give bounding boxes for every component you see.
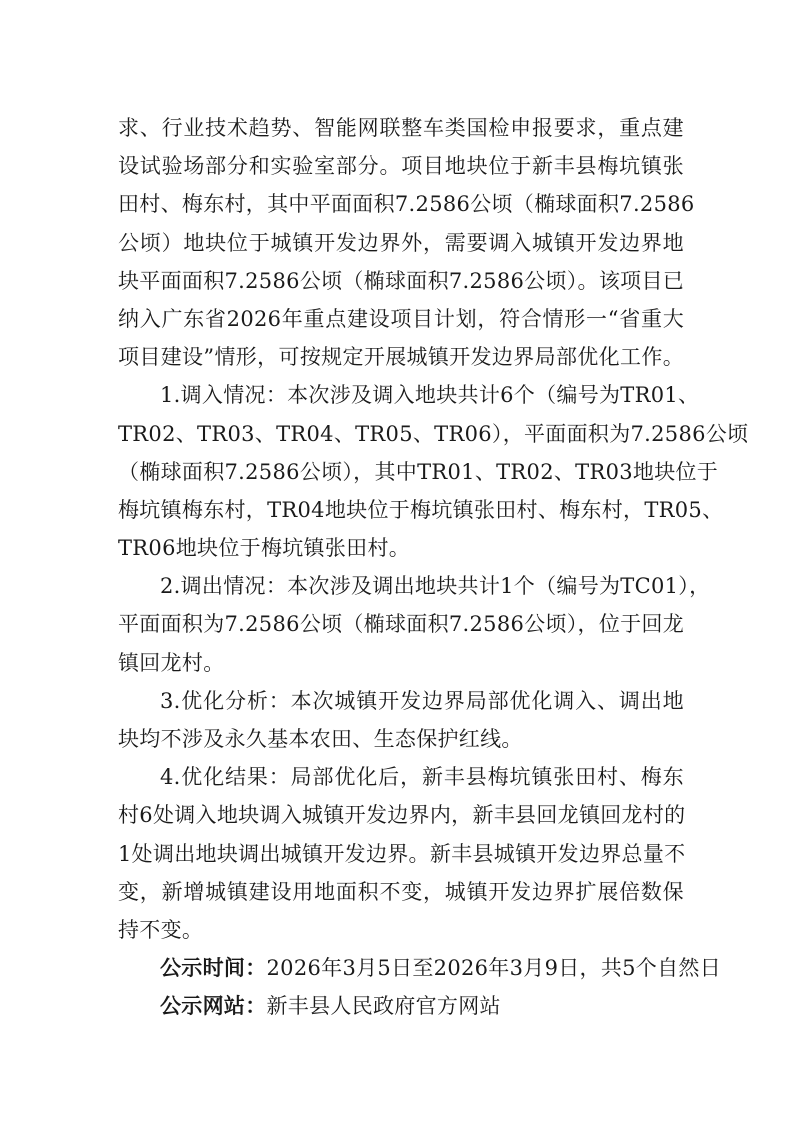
- text-line: 块均不涉及永久基本农田、生态保护红线。: [118, 727, 523, 751]
- section-transfer-out: [118, 567, 711, 682]
- notice-time: [118, 949, 721, 987]
- notice-time-value: 2026年3月5日至2026年3月9日，共5个自然日: [266, 956, 721, 981]
- section-optimization-analysis: [118, 682, 684, 758]
- text-line: 设试验场部分和实验室部分。项目地块位于新丰县梅坑镇张: [118, 154, 684, 179]
- text-line: （椭球面积7.2586公顷），其中TR01、TR02、TR03地块位于: [118, 459, 719, 484]
- text-line: 1处调出地块调出城镇开发边界。新丰县城镇开发边界总量不: [118, 841, 686, 866]
- intro-paragraph: [118, 109, 695, 376]
- section-optimization-result: [118, 758, 684, 949]
- notice-block: [118, 949, 721, 1025]
- text-line: 求、行业技术趋势、智能网联整车类国检申报要求，重点建: [118, 116, 684, 140]
- text-line: 平面面积为7.2586公顷（椭球面积7.2586公顷），位于回龙: [118, 612, 685, 637]
- text-line: 田村、梅东村，其中平面面积7.2586公顷（椭球面积7.2586: [118, 192, 695, 217]
- text-line: 3.优化分析：本次城镇开发边界局部优化调入、调出地: [160, 688, 684, 713]
- notice-site: [118, 987, 684, 1025]
- document-body: [118, 109, 749, 1026]
- notice-site-value: 新丰县人民政府官方网站: [266, 994, 501, 1019]
- text-line: TR06地块位于梅坑镇张田村。: [118, 536, 411, 561]
- text-line: 纳入广东省2026年重点建设项目计划，符合情形一“省重大: [118, 306, 684, 331]
- text-line: 持不变。: [118, 917, 204, 942]
- text-line: 梅坑镇梅东村，TR04地块位于梅坑镇张田村、梅东村，TR05、: [118, 497, 724, 522]
- text-line: 镇回龙村。: [118, 650, 225, 675]
- section-transfer-in: [118, 376, 749, 567]
- text-line: 项目建设”情形，可按规定开展城镇开发边界局部优化工作。: [118, 345, 684, 370]
- text-line: 4.优化结果：局部优化后，新丰县梅坑镇张田村、梅东: [160, 765, 684, 790]
- notice-time-label: 公示时间：: [160, 955, 267, 981]
- text-line: 村6处调入地块调入城镇开发边界内，新丰县回龙镇回龙村的: [118, 803, 686, 828]
- text-line: 变，新增城镇建设用地面积不变，城镇开发边界扩展倍数保: [118, 879, 684, 904]
- text-line: 块平面面积7.2586公顷（椭球面积7.2586公顷）。该项目已: [118, 268, 685, 293]
- text-line: TR02、TR03、TR04、TR05、TR06），平面面积为7.2586公顷: [118, 421, 749, 446]
- text-line: 1.调入情况：本次涉及调入地块共计6个（编号为TR01、: [160, 383, 700, 408]
- notice-site-label: 公示网站：: [160, 993, 267, 1019]
- text-line: 2.调出情况：本次涉及调出地块共计1个（编号为TC01），: [160, 574, 711, 599]
- text-line: 公顷）地块位于城镇开发边界外，需要调入城镇开发边界地: [118, 230, 684, 255]
